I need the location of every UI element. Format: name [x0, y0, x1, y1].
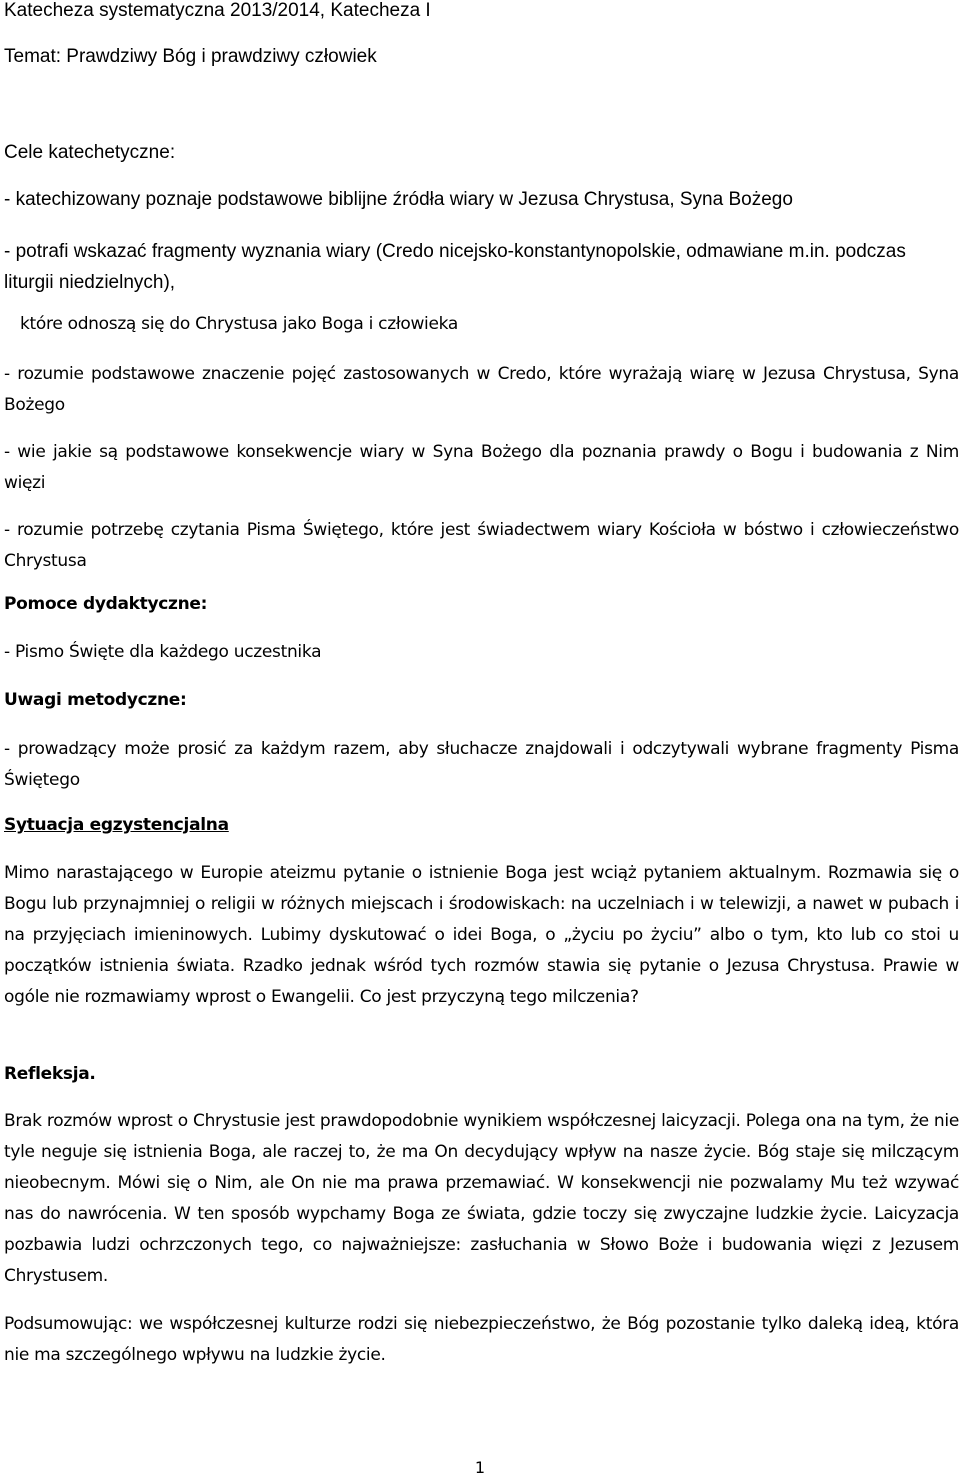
goal-item-2: - potrafi wskazać fragmenty wyznania wiary (Credo nicejsko-konstantynopolskie, odmawiane m.in. podczas liturgii niedzielnych),	[4, 241, 906, 293]
notes-item-1: - prowadzący może prosić za każdym razem, aby słuchacze znajdowali i odczytywali wybrane fragmenty Pisma Świętego	[4, 739, 959, 790]
goal-item-2-continuation: które odnoszą się do Chrystusa jako Boga i człowieka	[20, 314, 459, 334]
reflection-text: Brak rozmów wprost o Chrystusie jest prawdopodobnie wynikiem współczesnej laicyzacji. Polega ona na tym, że nie tyle neguje się istnienia Boga, ale raczej to, że ma On decydujący wpływ na nasze życie. Bóg staje się milczącym nieobecnym. Mówi się o Nim, ale On nie ma prawa przemawiać. W konsekwencji nie pozwalamy Mu też wzywać nas do nawrócenia. W ten sposób wypchamy Boga ze świata, gdzie toczy się zwyczajne ludzkie życie. Laicyzacja pozbawia ludzi ochrzczonych tego, co najważniejsze: zasłuchania w Słowo Boże i budowania więzi z Jezusem Chrystusem.	[4, 1111, 959, 1286]
course-line: Katecheza systematyczna 2013/2014, Katecheza I	[4, 0, 431, 21]
aids-heading: Pomoce dydaktyczne:	[4, 594, 208, 614]
notes-heading: Uwagi metodyczne:	[4, 690, 187, 710]
situation-heading: Sytuacja egzystencjalna	[4, 815, 229, 835]
aids-item-1: - Pismo Święte dla każdego uczestnika	[4, 642, 322, 662]
goal-item-3: - rozumie podstawowe znaczenie pojęć zastosowanych w Credo, które wyrażają wiarę w Jezusa Chrystusa, Syna Bożego	[4, 364, 959, 415]
goal-item-5: - rozumie potrzebę czytania Pisma Świętego, które jest świadectwem wiary Kościoła w bóstwo i człowieczeństwo Chrystusa	[4, 520, 959, 571]
goals-heading: Cele katechetyczne:	[4, 142, 176, 163]
topic-line: Temat: Prawdziwy Bóg i prawdziwy człowiek	[4, 46, 377, 67]
reflection-summary: Podsumowując: we współczesnej kulturze rodzi się niebezpieczeństwo, że Bóg pozostanie tylko daleką ideą, która nie ma szczególnego wpływu na ludzkie życie.	[4, 1314, 959, 1365]
situation-text: Mimo narastającego w Europie ateizmu pytanie o istnienie Boga jest wciąż pytaniem aktualnym. Rozmawia się o Bogu lub przynajmniej o religii w różnych miejscach i środowiskach: na uczelniach i w telewizji, a nawet w pubach i na przyjęciach imieninowych. Lubimy dyskutować o idei Boga, o „życiu po życiu” albo o tym, kto lub co stoi u początków istnienia świata. Rzadko jednak wśród tych rozmów stawia się pytanie o Jezusa Chrystusa. Prawie w ogóle nie rozmawiamy wprost o Ewangelii. Co jest przyczyną tego milczenia?	[4, 863, 959, 1007]
goal-item-1: - katechizowany poznaje podstawowe biblijne źródła wiary w Jezusa Chrystusa, Syna Bożego	[4, 189, 793, 210]
goal-item-4: - wie jakie są podstawowe konsekwencje wiary w Syna Bożego dla poznania prawdy o Bogu i budowania z Nim więzi	[4, 442, 959, 493]
reflection-heading: Refleksja.	[4, 1064, 96, 1084]
page-number: 1	[474, 1458, 486, 1477]
